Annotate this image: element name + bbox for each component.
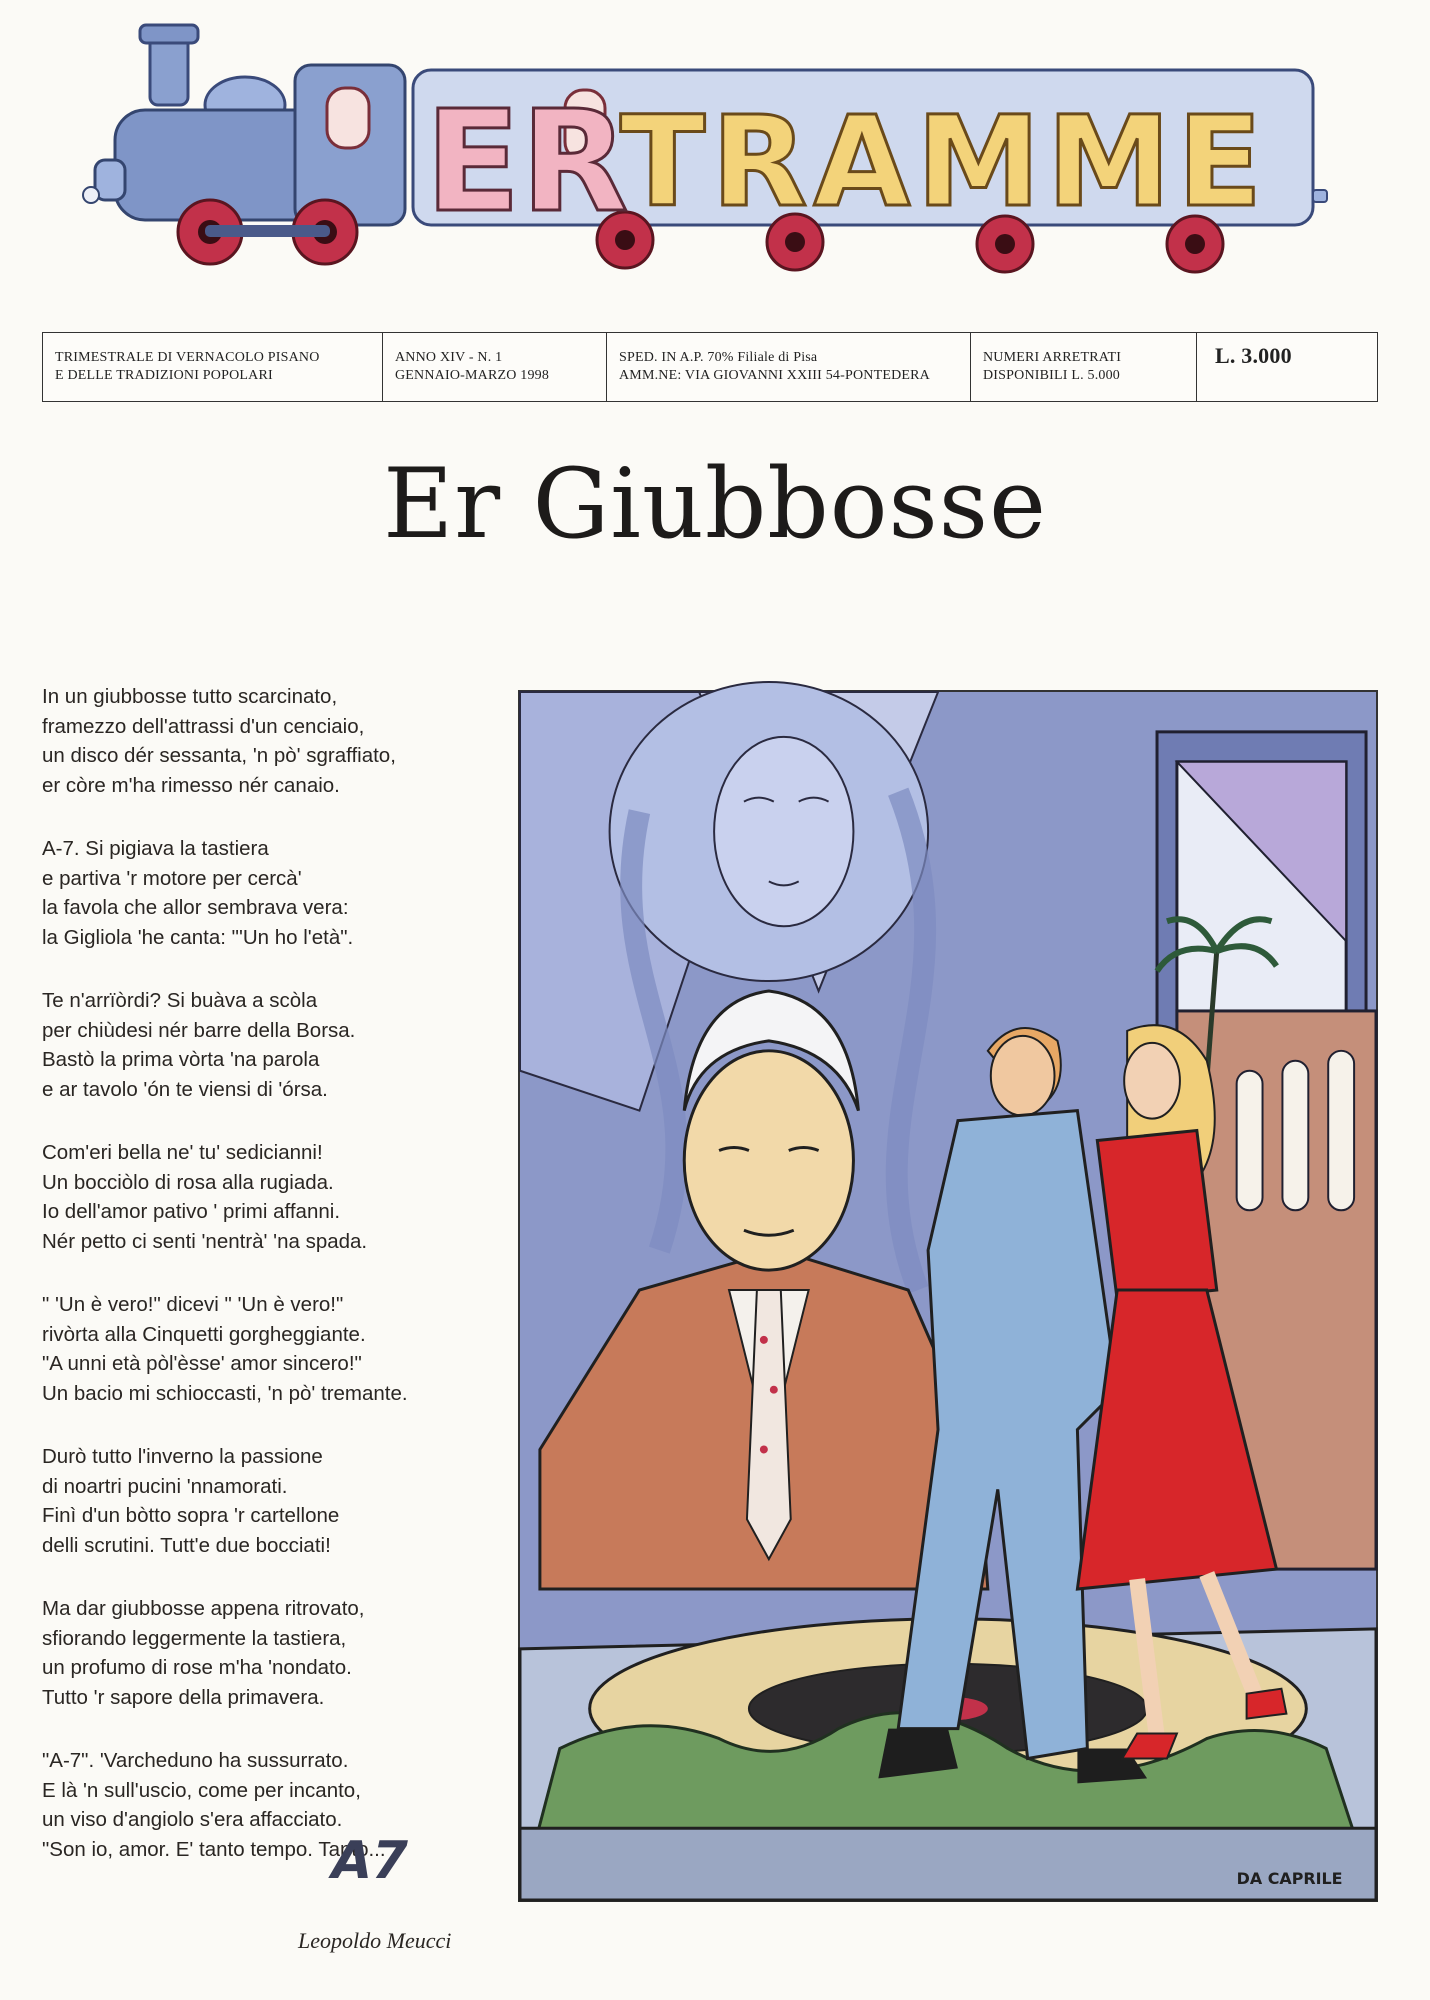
poem-line: di noartri pucini 'nnamorati. <box>42 1474 288 1498</box>
poem-line: Tutto 'r sapore della primavera. <box>42 1685 325 1709</box>
poem-line: Un bocciòlo di rosa alla rugiada. <box>42 1170 334 1194</box>
poem-line: un viso d'angiolo s'era affacciato. <box>42 1808 343 1831</box>
poem-line: Un bacio mi schioccasti, 'n pò' tremante. <box>42 1381 408 1405</box>
illustration <box>325 690 1378 1902</box>
stanza <box>42 1746 482 1864</box>
poem-line: la Gigliola 'he canta: "'Un ho l'età". <box>42 925 354 949</box>
poem-line: Bastò la prima vòrta 'na parola <box>42 1048 320 1071</box>
stanza <box>42 834 482 952</box>
poem-line: Ma dar giubbosse appena ritrovato, <box>42 1597 365 1620</box>
poem-author: Leopoldo Meucci <box>298 1928 452 1953</box>
poem-line: framezzo dell'attrassi d'un cenciaio, <box>42 714 365 738</box>
info-cell-price <box>1197 333 1376 401</box>
poem-line: "A unni età pòl'èsse' amor sincero!" <box>42 1352 362 1375</box>
poem-line: la favola che allor sembrava vera: <box>42 896 349 919</box>
info-line: ANNO XIV - N. 1 <box>395 350 503 365</box>
poem-line: E là 'n sull'uscio, come per incanto, <box>42 1778 361 1802</box>
stanza <box>42 682 482 800</box>
poem-line: Io dell'amor pativo ' primi affanni. <box>42 1200 341 1223</box>
poem-line: er còre m'ha rimesso nér canaio. <box>42 773 340 797</box>
info-line: NUMERI ARRETRATI <box>983 350 1122 365</box>
poem-line: Finì d'un bòtto sopra 'r cartellone <box>42 1504 340 1527</box>
info-cell-back-issues <box>971 333 1197 401</box>
logo-word-er: ER <box>425 81 629 244</box>
jukebox-label: A7 <box>325 1830 415 1891</box>
info-cell-shipping <box>607 333 971 401</box>
stanza <box>42 1138 482 1256</box>
stanza <box>42 986 482 1104</box>
price-label: L. 3.000 <box>1215 343 1292 368</box>
poem-line: Com'eri bella ne' tu' sedicianni! <box>42 1141 323 1164</box>
info-line: E DELLE TRADIZIONI POPOLARI <box>55 368 273 383</box>
info-cell-issue <box>383 333 607 401</box>
poem-line: A-7. Si pigiava la tastiera <box>42 837 269 860</box>
masthead-logo <box>95 10 1335 310</box>
stanza <box>42 1442 482 1560</box>
train-logo-icon <box>95 10 1335 310</box>
poem-line: In un giubbosse tutto scarcinato, <box>42 685 338 708</box>
poem-line: Durò tutto l'inverno la passione <box>42 1445 323 1468</box>
info-line: SPED. IN A.P. 70% Filiale di Pisa <box>619 350 818 365</box>
jukebox-couple-illustration <box>325 692 1376 1900</box>
poem-line: rivòrta alla Cinquetti gorgheggiante. <box>42 1322 366 1346</box>
poem-line: e partiva 'r motore per cercà' <box>42 866 302 890</box>
stanza <box>42 1594 482 1712</box>
locomotive <box>83 25 405 264</box>
logo-word-tramme: TRAMME <box>620 90 1269 235</box>
info-line: TRIMESTRALE DI VERNACOLO PISANO <box>55 350 320 365</box>
poem-line: delli scrutini. Tutt'e due bocciati! <box>42 1533 331 1557</box>
artist-signature: DA CAPRILE <box>1236 1869 1343 1889</box>
poem-line: Nér petto ci senti 'nentrà' 'na spada. <box>42 1229 368 1253</box>
poem-line: " 'Un è vero!" dicevi " 'Un è vero!" <box>42 1293 344 1316</box>
poem-line: e ar tavolo 'ón te viensi di 'órsa. <box>42 1077 328 1101</box>
info-line: AMM.NE: VIA GIOVANNI XXIII 54-PONTEDERA <box>619 368 930 383</box>
poem-line: un profumo di rose m'ha 'nondato. <box>42 1656 352 1679</box>
poem-line: "A-7". 'Varcheduno ha sussurrato. <box>42 1749 349 1772</box>
stanza <box>42 1290 482 1408</box>
page-title: Er Giubbosse <box>383 448 1047 560</box>
info-cell-periodicity <box>43 333 383 401</box>
poem <box>42 682 482 1898</box>
poem-line: Te n'arrïòrdi? Si buàva a scòla <box>42 989 318 1012</box>
poem-line: "Son io, amor. E' tanto tempo. Tanto..." <box>42 1837 393 1861</box>
publication-info-strip <box>42 332 1378 402</box>
poem-line: un disco dér sessanta, 'n pò' sgraffiato, <box>42 744 396 767</box>
info-line: DISPONIBILI L. 5.000 <box>983 368 1120 383</box>
poem-line: per chiùdesi nér barre della Borsa. <box>42 1018 356 1042</box>
poem-line: sfiorando leggermente la tastiera, <box>42 1626 347 1650</box>
info-line: GENNAIO-MARZO 1998 <box>395 368 550 383</box>
